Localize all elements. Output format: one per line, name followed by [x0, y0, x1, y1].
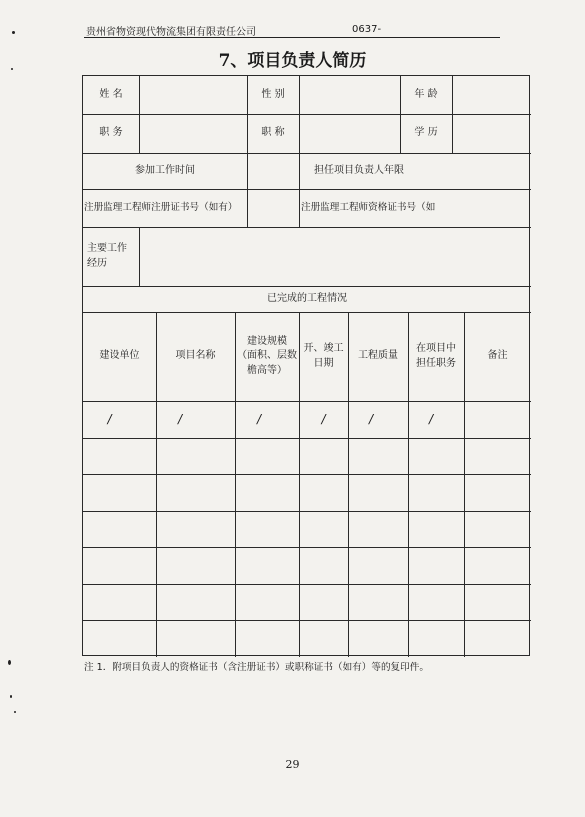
page-header — [84, 20, 500, 40]
col-header-project-name: 项目名称 — [175, 350, 216, 362]
gender-label: 性 别 — [261, 88, 285, 100]
age-label: 年 龄 — [414, 88, 438, 100]
col-header-role: 在项目中 担任职务 — [416, 343, 456, 369]
work-experience-label: 主要工作 经历 — [87, 243, 127, 269]
col-header-client: 建设单位 — [99, 350, 140, 362]
col-header-dates: 开、竣工 日期 — [303, 343, 344, 369]
registration-cert-label: 注册监理工程师注册证书号（如有） — [84, 202, 238, 214]
table-cell: / — [428, 411, 434, 426]
scan-speck — [11, 68, 13, 70]
page-title: 7、项目负责人简历 — [218, 51, 367, 71]
col-header-scale: 建设规模 （面积、层数 檐高等） — [237, 335, 297, 376]
scan-speck — [14, 711, 16, 713]
education-label: 学 历 — [414, 127, 438, 139]
table-cell: / — [177, 411, 183, 426]
professional-title-label: 职 称 — [261, 127, 285, 139]
resume-form-table — [82, 75, 530, 656]
table-cell: / — [368, 411, 374, 426]
document-number: 0637- — [352, 24, 382, 35]
page-number: 29 — [285, 758, 300, 771]
scan-speck — [8, 660, 11, 665]
table-cell: / — [256, 411, 262, 426]
table-cell: / — [107, 411, 112, 426]
position-label: 职 务 — [99, 127, 123, 139]
pm-years-label: 担任项目负责人年限 — [314, 164, 404, 176]
company-name: 贵州省物资现代物流集团有限责任公司 — [86, 27, 256, 38]
completed-projects-title: 已完成的工程情况 — [267, 292, 347, 304]
table-cell: / — [321, 411, 326, 426]
col-header-quality: 工程质量 — [358, 350, 398, 362]
name-label: 姓 名 — [99, 88, 123, 100]
qualification-cert-label: 注册监理工程师资格证书号（如 — [301, 202, 436, 214]
scan-speck — [12, 31, 15, 34]
work-start-label: 参加工作时间 — [135, 164, 195, 176]
footnote: 注 1．附项目负责人的资格证书（含注册证书）或职称证书（如有）等的复印件。 — [84, 662, 429, 673]
scan-speck — [10, 695, 12, 698]
header-rule — [84, 37, 500, 38]
col-header-remarks: 备注 — [487, 350, 508, 362]
